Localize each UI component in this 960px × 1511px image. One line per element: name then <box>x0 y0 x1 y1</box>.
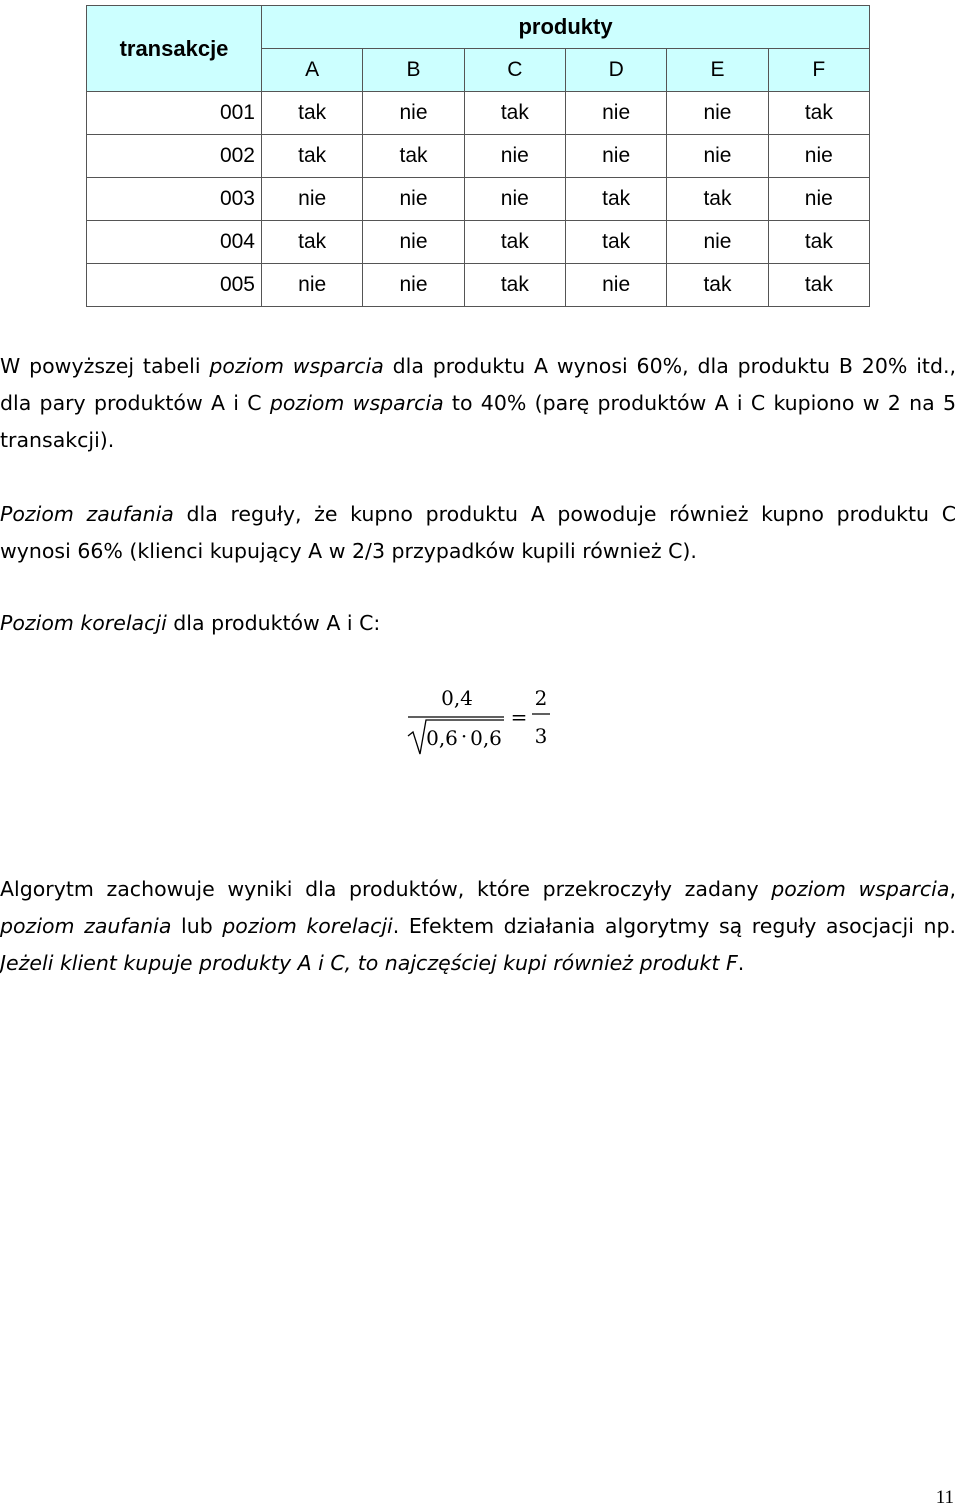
table-cell: tak <box>565 178 666 221</box>
products-header: produkty <box>262 6 870 49</box>
algorithm-paragraph <box>0 871 956 982</box>
table-cell: tak <box>262 135 363 178</box>
table-row <box>87 264 870 307</box>
table-row <box>87 135 870 178</box>
table-cell: tak <box>464 92 565 135</box>
correlation-term: Poziom korelacji <box>0 611 167 635</box>
table-cell: tak <box>262 221 363 264</box>
result-numerator: 2 <box>534 686 548 710</box>
table-cell: tak <box>464 264 565 307</box>
formula-dot: · <box>460 724 468 748</box>
algorithm-text-1: Algorytm zachowuje wyniki dla produktów, które przekroczyły zadany <box>0 877 772 901</box>
table-cell: nie <box>565 92 666 135</box>
table-row <box>87 221 870 264</box>
table-cell: nie <box>768 178 869 221</box>
transaction-id: 003 <box>87 178 262 221</box>
column-header: C <box>464 49 565 92</box>
table-cell: tak <box>768 221 869 264</box>
table-cell: nie <box>565 264 666 307</box>
support-term-1: poziom wsparcia <box>209 354 384 378</box>
algorithm-text-2: , <box>949 877 956 901</box>
table-cell: nie <box>565 135 666 178</box>
confidence-text: dla reguły, że kupno produktu A powoduje również kupno produktu C wynosi 66% (klienci kupujący A w 2/3 przypadków kupili również C). <box>0 502 957 563</box>
column-header: A <box>262 49 363 92</box>
table-cell: nie <box>262 264 363 307</box>
table-cell: tak <box>262 92 363 135</box>
table-header-row <box>87 6 870 49</box>
correlation-text: dla produktów A i C: <box>166 611 381 635</box>
table-cell: tak <box>667 178 768 221</box>
support-text-1: W powyższej tabeli <box>0 354 210 378</box>
table-cell: nie <box>768 135 869 178</box>
table-cell: tak <box>464 221 565 264</box>
support-text-3: to 40% (parę produktów A i C kupiono w 2 na 5 transakcji). <box>0 391 956 452</box>
table-cell: tak <box>565 221 666 264</box>
support-text-2: dla produktu A wynosi 60%, dla produktu B 20% itd., dla pary produktów A i C <box>0 354 956 415</box>
column-header: F <box>768 49 869 92</box>
algorithm-text-5: . <box>737 951 745 975</box>
table-cell: tak <box>768 92 869 135</box>
algorithm-term-2: poziom zaufania <box>0 914 172 938</box>
algorithm-text-3: lub <box>171 914 223 938</box>
table-cell: nie <box>667 135 768 178</box>
confidence-paragraph <box>0 496 956 570</box>
support-term-2: poziom wsparcia <box>269 391 444 415</box>
table-row <box>87 92 870 135</box>
table-cell: nie <box>363 221 464 264</box>
table-row <box>87 178 870 221</box>
table-cell: nie <box>363 264 464 307</box>
table-cell: nie <box>262 178 363 221</box>
page-number: 11 <box>935 1487 954 1508</box>
algorithm-example: Jeżeli klient kupuje produkty A i C, to najczęściej kupi również produkt F <box>0 951 738 975</box>
transaction-id: 001 <box>87 92 262 135</box>
formula-denominator-left: 0,6 <box>426 726 458 750</box>
transaction-id: 002 <box>87 135 262 178</box>
table-cell: tak <box>768 264 869 307</box>
table-cell: nie <box>363 92 464 135</box>
column-header: E <box>667 49 768 92</box>
table-cell: nie <box>667 221 768 264</box>
transactions-header: transakcje <box>87 6 262 92</box>
transaction-id: 004 <box>87 221 262 264</box>
support-paragraph <box>0 348 956 459</box>
algorithm-term-3: poziom korelacji <box>222 914 393 938</box>
algorithm-term-1: poziom wsparcia <box>771 877 950 901</box>
formula-equals: = <box>510 705 528 729</box>
correlation-paragraph <box>0 605 956 642</box>
table-cell: tak <box>667 264 768 307</box>
table-cell: nie <box>363 178 464 221</box>
table-cell: nie <box>667 92 768 135</box>
table-cell: nie <box>464 135 565 178</box>
column-header: D <box>565 49 666 92</box>
confidence-term: Poziom zaufania <box>0 502 174 526</box>
formula-denominator-right: 0,6 <box>470 726 502 750</box>
correlation-formula <box>400 680 570 760</box>
formula-numerator: 0,4 <box>441 686 473 710</box>
table-cell: tak <box>363 135 464 178</box>
table-cell: nie <box>464 178 565 221</box>
result-denominator: 3 <box>534 724 548 748</box>
column-header: B <box>363 49 464 92</box>
transactions-table <box>86 5 870 307</box>
algorithm-text-4: . Efektem działania algorytmy są reguły asocjacji np. <box>392 914 956 938</box>
transaction-id: 005 <box>87 264 262 307</box>
